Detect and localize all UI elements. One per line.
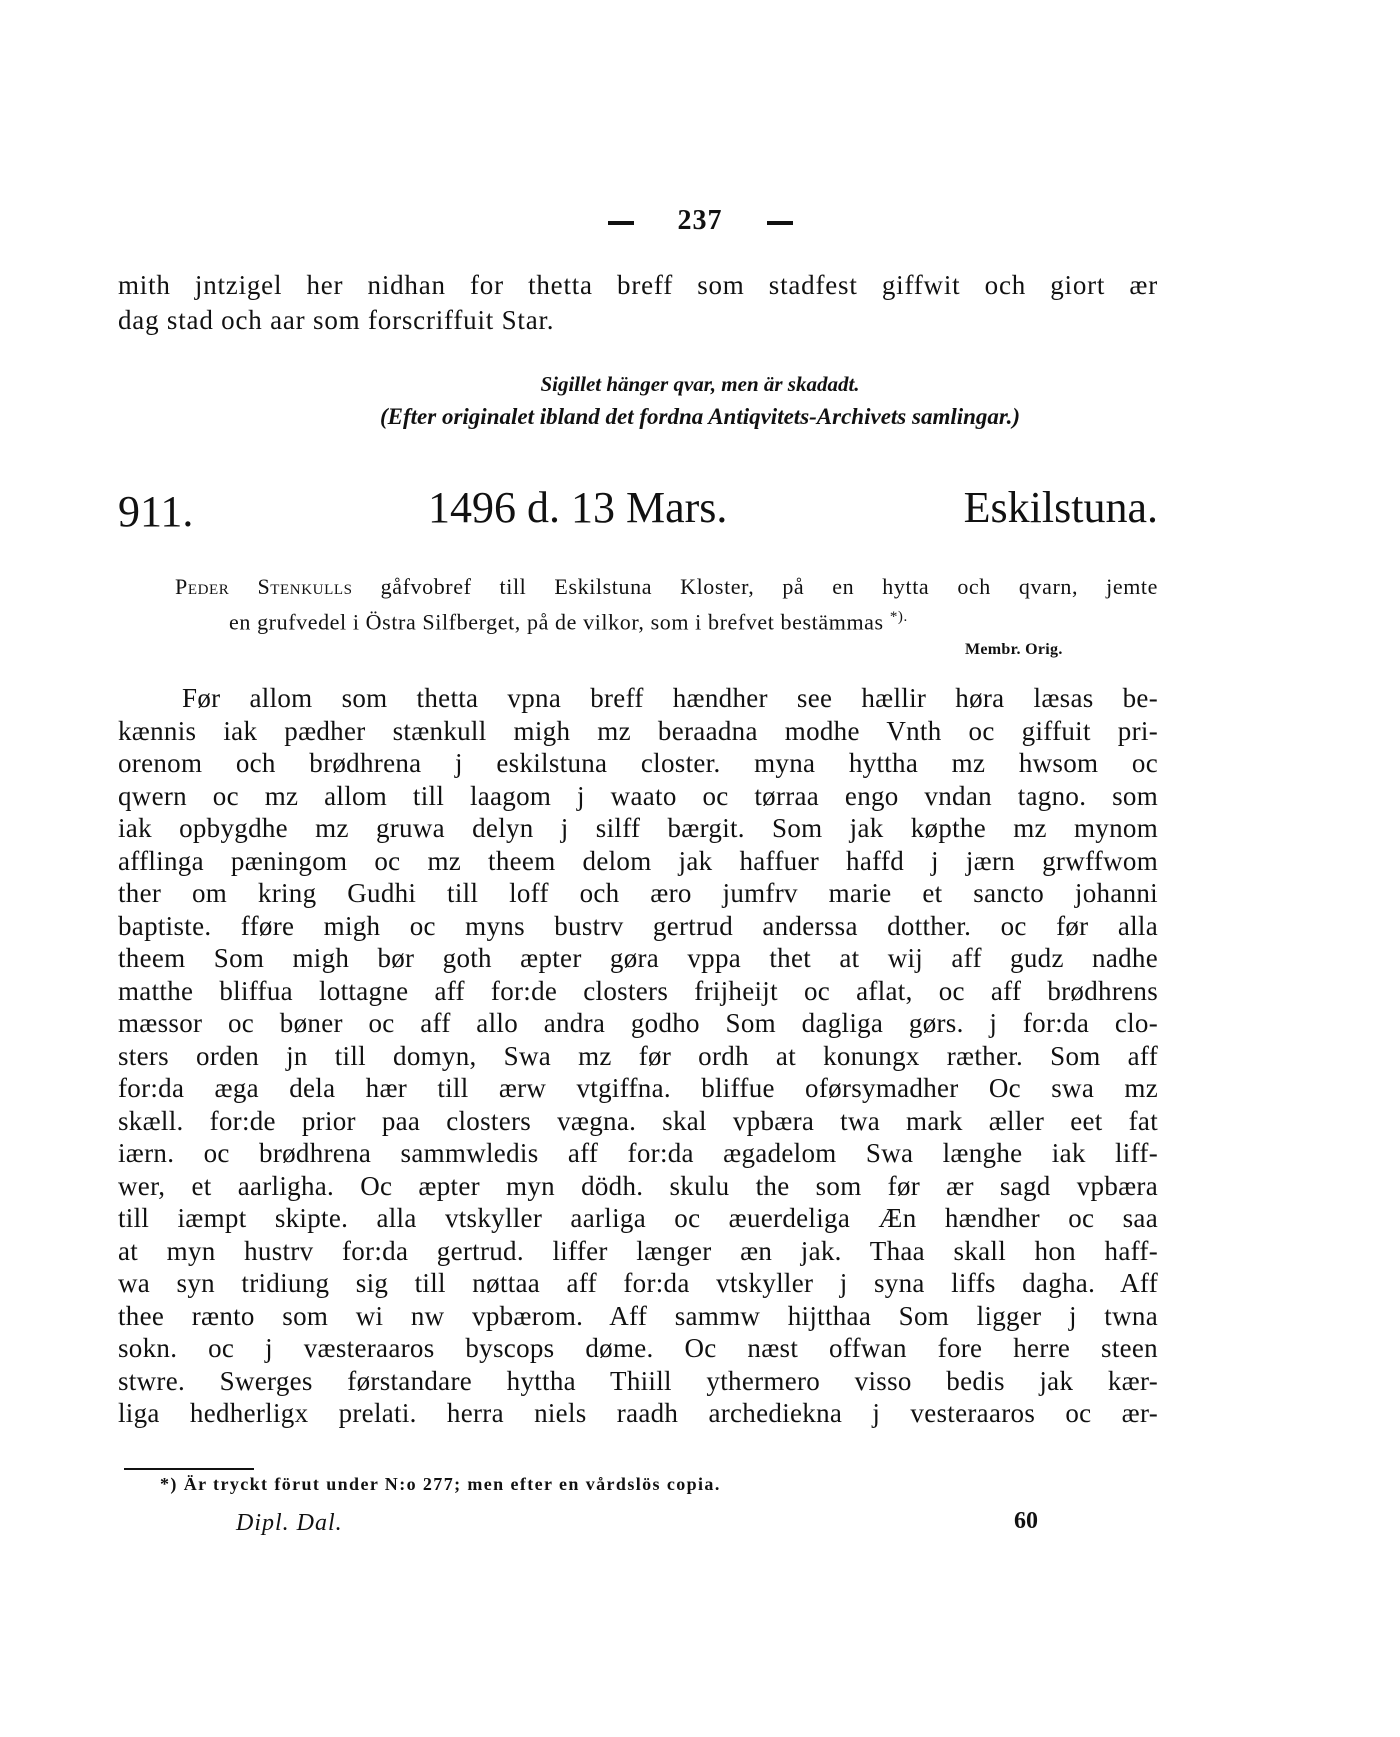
body-line: iærn. oc brødhrena sammwledis aff for:da ægadelom Swa længhe iak liff- (118, 1138, 1158, 1168)
document-number: 911. (118, 487, 194, 536)
body-line: till iæmpt skipte. alla vtskyller aarliga oc æuerdeliga Æn hændher oc saa (118, 1203, 1158, 1233)
source-note: (Efter originalet ibland det fordna Antiqvitets-Archivets samlingar.) (380, 404, 1020, 429)
body-line: wa syn tridiung sig till nøttaa aff for:da vtskyller j syna liffs dagha. Aff (118, 1268, 1158, 1298)
header-dash-right (767, 221, 793, 225)
summary-line-rest: gåfvobref till Eskilstuna Kloster, på en hytta och qvarn, jemte (380, 574, 1158, 599)
footnote-reference: *). (889, 609, 908, 625)
body-line: orenom och brødhrena j eskilstuna closter. myna hyttha mz hwsom oc (118, 748, 1158, 778)
previous-document-ending (118, 268, 1158, 338)
previous-line: dag stad och aar som forscriffuit Star. (118, 305, 555, 335)
summary-line (175, 572, 1158, 602)
body-line: afflinga pæningom oc mz theem delom jak haffuer haffd j jærn grwffwom (118, 845, 1158, 876)
page-number: 237 (677, 205, 723, 236)
body-line: thee ræntо som wi nw vpbærom. Aff sammw hijtthaa Som ligger j twna (118, 1300, 1158, 1331)
body-line: kænnis iak pædher stænkull migh mz beraadna modhe Vnth oc giffuit pri- (118, 715, 1158, 746)
body-line: Før allom som thetta vpna breff hændher see hællir høra læsas be- (182, 683, 1158, 713)
document-heading (118, 482, 1158, 542)
footnote: *) Är tryckt förut under N:o 277; men efter en vårdslös copia. (160, 1474, 721, 1494)
seal-note: Sigillet hänger qvar, men är skadadt. (540, 372, 860, 396)
signature-number: 60 (1014, 1508, 1038, 1534)
summary-name-last: Stenkulls (257, 574, 353, 599)
body-line: at myn hustrv for:da gertrud. liffer længer æn jak. Thaa skall hon haff- (118, 1235, 1158, 1266)
signature-mark: Dipl. Dal. (236, 1510, 343, 1536)
page-header (0, 205, 1400, 237)
previous-line: mith jntzigel her nidhan for thetta breff som stadfest giffwit och giort ær (118, 270, 1158, 300)
document-summary (175, 572, 1158, 637)
body-line: sokn. oc j væsteraaros byscops døme. Oc næst offwan fore herre steen (118, 1333, 1158, 1363)
footnote-rule (124, 1468, 254, 1470)
body-line: ther om kring Gudhi till loff och æro jumfrv marie et sancto johanni (118, 878, 1158, 908)
document-body (118, 682, 1158, 1430)
body-line: mæssor oc bøner oc aff allo andra godho Som dagliga gørs. j for:da clo- (118, 1008, 1158, 1038)
summary-line (175, 602, 1158, 637)
original-tag: Membr. Orig. (965, 641, 1063, 658)
body-line: sters orden jn till domyn, Swa mz før ordh at konungx ræther. Som aff (118, 1040, 1158, 1071)
header-dash-left (608, 221, 634, 225)
body-line: qwern oc mz allom till laagom j waato oc tørraa engo vndan tagno. som (118, 780, 1158, 811)
document-place: Eskilstuna. (963, 483, 1158, 532)
body-line: matthe bliffua lottagne aff for:de closters frijheijt oc aflat, oc aff brødhrens (118, 975, 1158, 1006)
body-line: baptiste. fføre migh oc myns bustrv gertrud anderssa dotther. oc før alla (118, 910, 1158, 941)
body-line: for:da æga dela hær till ærw vtgiffna. bliffue oførsymadher Oc swa mz (118, 1073, 1158, 1103)
summary-name-first: Peder (175, 574, 230, 599)
body-line: theem Som migh bør goth æpter gøra vppa thet at wij aff gudz nadhe (118, 943, 1158, 973)
body-line: skæll. for:de prior paa closters vægna. skal vpbæra twa mark æller eet fat (118, 1105, 1158, 1136)
body-line: stwre. Swerges førstandare hyttha Thiill ythermero visso bedis jak kær- (118, 1365, 1158, 1396)
body-line: wer, et aarligha. Oc æpter myn dödh. skulu the som før ær sagd vpbæra (118, 1170, 1158, 1201)
body-line: liga hedherligx prelati. herra niels raadh archediekna j vesteraaros oc ær- (118, 1398, 1158, 1428)
document-date: 1496 d. 13 Mars. (428, 483, 728, 532)
body-line: iak opbygdhe mz gruwa delyn j silff bærgit. Som jak køpthe mz mynom (118, 813, 1158, 843)
summary-line-2: en grufvedel i Östra Silfberget, på de vilkor, som i brefvet bestämmas (229, 609, 884, 635)
